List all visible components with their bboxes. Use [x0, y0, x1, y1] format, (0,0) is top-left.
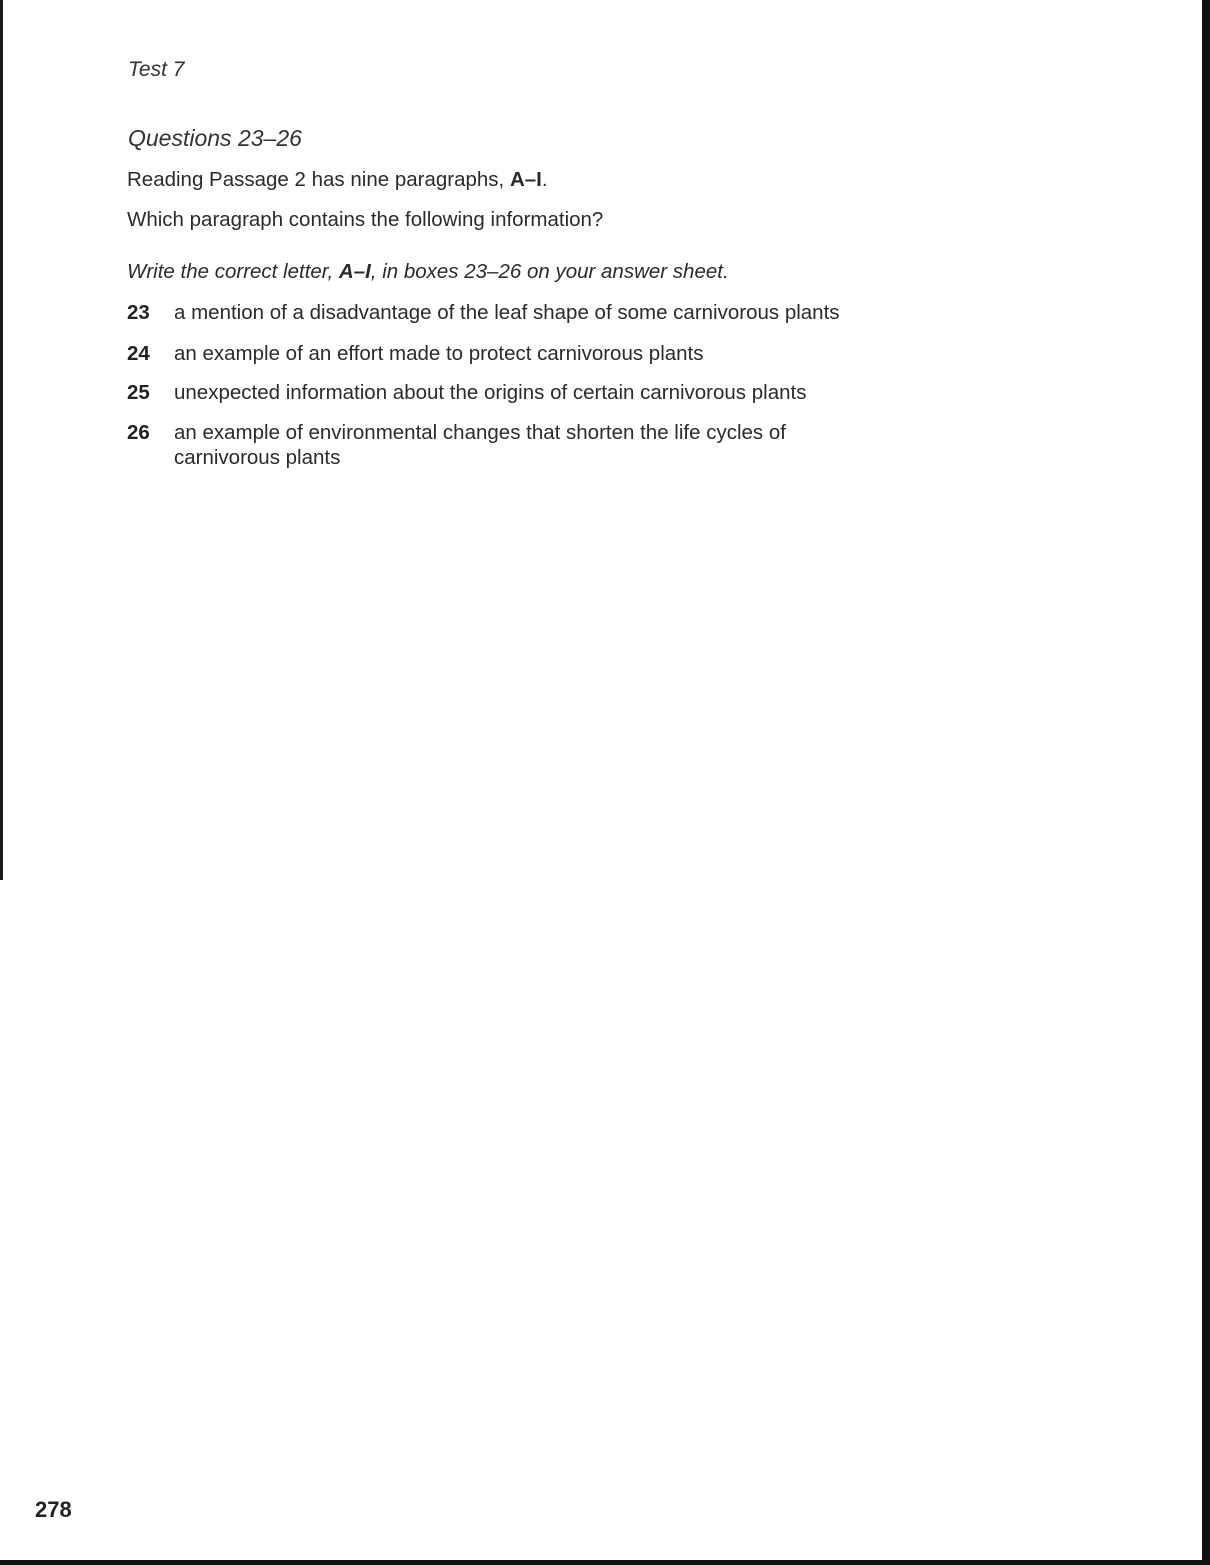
question-number: 26	[127, 421, 150, 444]
question-number: 24	[127, 342, 150, 365]
question-text: a mention of a disadvantage of the leaf shape of some carnivorous plants	[174, 301, 840, 324]
question-text: an example of environmental changes that shorten the life cycles of carnivorous plants	[174, 421, 786, 469]
scan-edge-left	[0, 0, 3, 880]
questions-heading: Questions 23–26	[128, 125, 302, 151]
question-text: an example of an effort made to protect carnivorous plants	[174, 342, 704, 365]
instruction-text: Write the correct letter,	[127, 260, 339, 283]
question-number: 23	[127, 301, 150, 324]
page-number: 278	[35, 1497, 72, 1522]
scan-edge-right	[1202, 0, 1210, 1565]
question-number: 25	[127, 381, 150, 404]
scan-edge-bottom	[0, 1560, 1210, 1565]
question-text: unexpected information about the origins of certain carnivorous plants	[174, 381, 807, 404]
instruction-text: , in boxes 23–26 on your answer sheet.	[370, 260, 729, 283]
instruction-text: Reading Passage 2 has nine paragraphs,	[127, 168, 510, 191]
paragraph-range-bold: A–I	[509, 168, 542, 191]
running-header: Test 7	[128, 58, 185, 81]
instruction-question: Which paragraph contains the following information?	[127, 208, 604, 231]
instruction-paragraph-count	[127, 168, 548, 192]
letter-range-bold: A–I	[338, 260, 371, 283]
instruction-text: .	[541, 168, 548, 191]
instruction-answer-sheet	[127, 260, 729, 284]
